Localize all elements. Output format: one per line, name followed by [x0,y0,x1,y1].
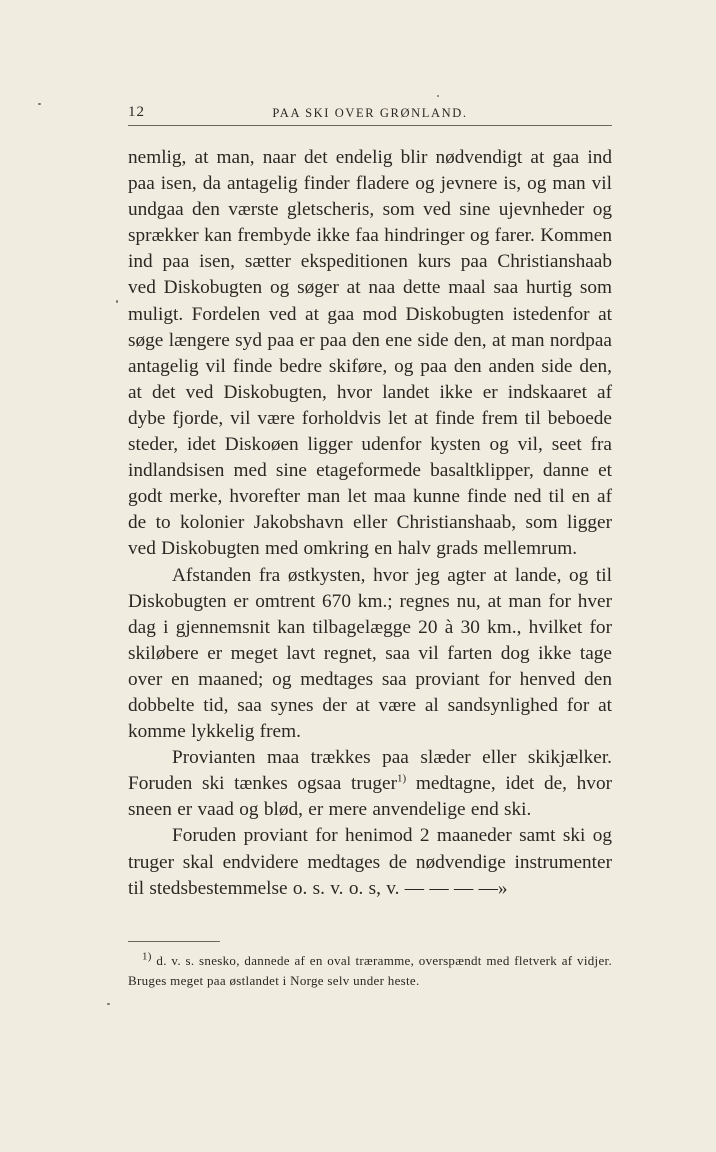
paper-speck [38,103,41,105]
paper-speck [107,1003,110,1005]
paragraph-3 [128,745,612,823]
paragraph-2 [128,563,612,746]
paragraph-4-text: Foruden proviant for henimod 2 maaneder samt ski og truger skal endvidere medtages de nødvendige instrumenter til stedsbestemmelse o. s. v. o. s, v. — — — —» [128,825,612,899]
paragraph-1-text: nemlig, at man, naar det endelig blir nødvendigt at gaa ind paa isen, da antagelig finder fladere og jevnere is, og man vil undgaa den værste gletscheris, som ved sine ujevnheder og sprækker kan frembyde ikke faa hindringer og farer. Kommen ind paa isen, sætter ekspeditionen kurs paa Christianshaab ved Diskobugten og søger at naa dette maal saa hurtig som muligt. Fordelen ved at gaa mod Diskobugten istedenfor at søge længere syd paa er paa den ene side den, at man nordpaa antagelig vil finde bedre skiføre, og paa den anden side den, at det ved Diskobugten, hvor landet ikke er indskaaret af dybe fjorde, vil være forholdvis let at finde frem til beboede steder, idet Diskoøen ligger udenfor kysten og vil, seet fra indlandsisen med sine etageformede basaltklipper, danne et godt merke, hvorefter man let maa kunne finde ned til en af de to kolonier Jakobshavn eller Christianshaab, som ligger ved Diskobugten med omkring en halv grads mellemrum. [128,147,612,560]
paragraph-1 [128,145,612,563]
paragraph-4 [128,823,612,901]
footnote-text: d. v. s. snesko, dannede af en oval træramme, overspændt med fletverk af vidjer. Bruges meget paa østlandet i Norge selv under heste. [128,953,612,988]
paragraph-3-text-after: medtagne, idet de, hvor sneen er vaad og blød, er mere anvendelige end ski. [128,773,613,821]
header-rule [128,125,612,126]
footnote-reference: 1) [397,772,407,785]
running-title: PAA SKI OVER GRØNLAND. [272,106,468,120]
footnote-rule [128,941,220,942]
body-text [128,145,612,902]
footnote [128,951,612,991]
paragraph-3-text-before: Provianten maa trækkes paa slæder eller skikjælker. Foruden ski tænkes ogsaa truger [128,747,612,795]
paper-speck [437,95,439,97]
paragraph-2-text: Afstanden fra østkysten, hvor jeg agter at lande, og til Diskobugten er omtrent 670 km.; regnes nu, at man for hver dag i gjennemsnit kan tilbagelægge 20 à 30 km., hvilket for skiløbere er meget lavt regnet, saa vil farten dog ikke tage over en maaned; og medtages saa proviant for henved den dobbelte tid, saa synes der at være al sandsynlighed for at komme lykkelig frem. [128,564,612,743]
footnote-marker: 1) [142,950,152,963]
page-number: 12 [128,104,145,120]
paper-speck [116,300,118,303]
running-head [128,104,612,124]
